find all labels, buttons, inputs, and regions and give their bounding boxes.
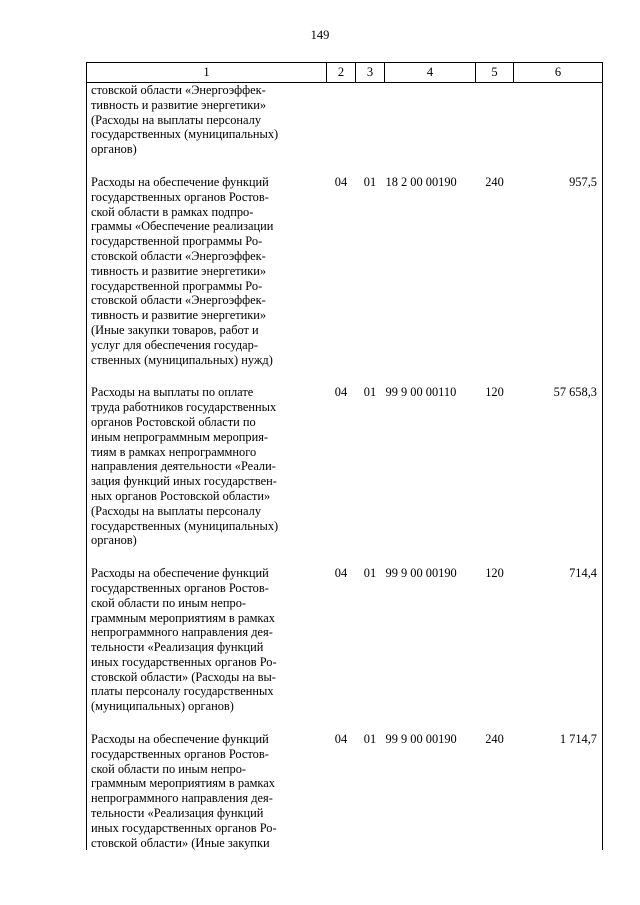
- header-col-6: 6: [514, 63, 603, 83]
- row-expense-type: 240: [485, 732, 504, 747]
- row-expense-type: [476, 83, 514, 157]
- row-target-code: [385, 83, 476, 157]
- row-subsection: 01: [363, 174, 377, 189]
- row-subsection: 01: [363, 732, 377, 747]
- row-amount: 1 714,7: [514, 732, 603, 850]
- row-amount: 57 658,3: [514, 385, 603, 548]
- row-description: Расходы на выплаты по оплате труда работников государственных органов Ростовской области по иным непрограммным мероприя- тиям в рамках непрограммного направления деятельности «Реали- зация функций иных государствен- ных органов Ростовской области» (Расходы на выплаты персоналу государственных (муниципальных) органов): [87, 385, 327, 548]
- row-section: 04: [334, 385, 348, 400]
- header-col-4: 4: [385, 63, 476, 83]
- row-amount: 957,5: [514, 175, 603, 367]
- page-number: 149: [310, 28, 330, 42]
- budget-table: [86, 62, 603, 850]
- row-target-code: 18 2 00 00190: [385, 174, 457, 189]
- row-expense-type: 120: [485, 385, 504, 400]
- row-section: 04: [334, 732, 348, 747]
- row-amount: 714,4: [514, 566, 603, 714]
- table-row: [87, 566, 603, 714]
- row-description: Расходы на обеспечение функций государственных органов Ростов- ской области в рамках подпро- граммы «Обеспечение реализации государственной программы Ро- стовской области «Энергоэффек- тивность и развитие энергетики» государственной программы Ро- стовской области «Энергоэффек- тивность и развитие энергетики» (Иные закупки товаров, работ и услуг для обеспечения государ- ственных (муниципальных) нужд): [87, 175, 327, 367]
- table-row: [87, 385, 603, 548]
- row-target-code: 99 9 00 00190: [385, 566, 457, 581]
- row-target-code: 99 9 00 00110: [385, 385, 457, 400]
- row-subsection: [356, 83, 385, 157]
- row-section: 04: [334, 174, 348, 189]
- row-target-code: 99 9 00 00190: [385, 732, 457, 747]
- row-description: Расходы на обеспечение функций государственных органов Ростов- ской области по иным непро- граммным мероприятиям в рамках непрограммного направления дея- тельности «Реализация функций иных государственных органов Ро- стовской области» (Расходы на вы- платы персоналу государственных (муниципальных) органов): [87, 566, 327, 714]
- header-col-3: 3: [356, 63, 385, 83]
- row-subsection: 01: [363, 566, 377, 581]
- row-expense-type: 120: [485, 566, 504, 581]
- header-col-1: 1: [87, 63, 327, 83]
- table-row: [87, 732, 603, 850]
- row-section: 04: [334, 566, 348, 581]
- row-description: Расходы на обеспечение функций государственных органов Ростов- ской области по иным непро- граммным мероприятиям в рамках непрограммного направления дея- тельности «Реализация функций иных государственных органов Ро- стовской области» (Иные закупки: [87, 732, 327, 850]
- table-row: [87, 175, 603, 367]
- header-col-2: 2: [327, 63, 356, 83]
- table-row: [87, 83, 603, 157]
- table-header-row: [87, 63, 603, 83]
- row-subsection: 01: [363, 385, 377, 400]
- header-col-5: 5: [476, 63, 514, 83]
- row-section: [327, 83, 356, 157]
- row-expense-type: 240: [485, 174, 504, 189]
- row-description: стовской области «Энергоэффек- тивность и развитие энергетики» (Расходы на выплаты персоналу государственных (муниципальных) органов): [87, 83, 327, 157]
- row-amount: [514, 83, 603, 157]
